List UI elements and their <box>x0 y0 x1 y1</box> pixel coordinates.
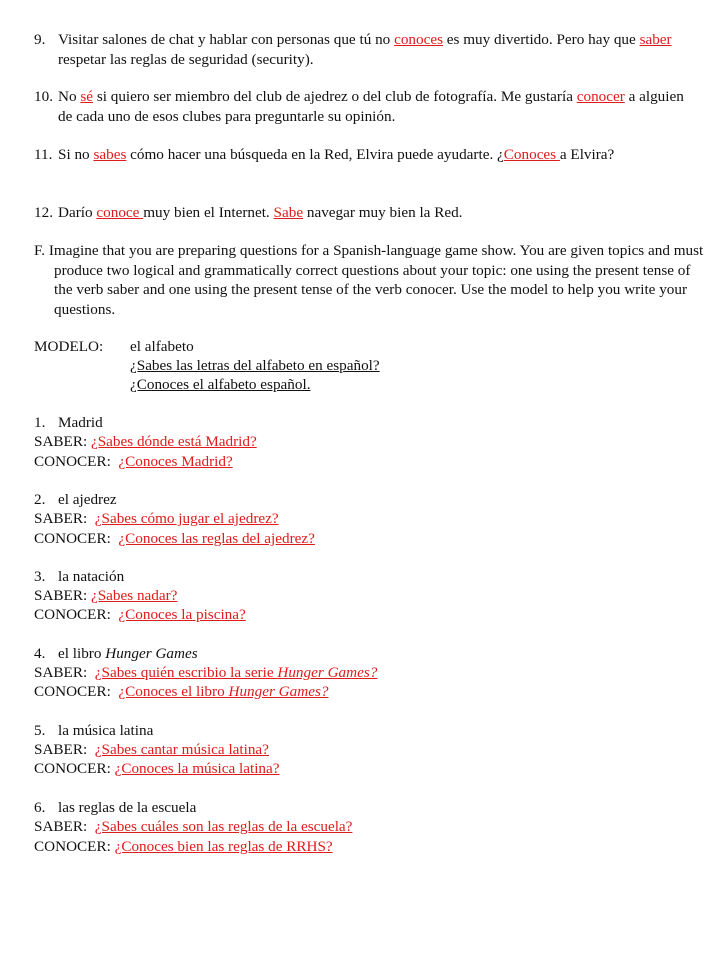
saber-label: SABER: <box>34 510 88 527</box>
item-text: Si no <box>58 146 94 163</box>
topic-item-3 <box>34 567 124 587</box>
conocer-row-1 <box>34 452 233 472</box>
item-text: a alguien de cada uno de esos clubes para preguntarle su opinión. <box>58 88 684 125</box>
conocer-row-2 <box>34 529 315 549</box>
modelo-label: MODELO: <box>34 338 104 355</box>
topic-item-1 <box>34 413 103 433</box>
answer-text: sabes <box>93 146 127 163</box>
item-number: 3. <box>34 568 46 585</box>
answer-text: Conoces <box>503 146 560 163</box>
item-number: 11. <box>34 146 53 163</box>
item-text: respetar las reglas de seguridad (security). <box>58 50 314 68</box>
answer-text: ¿Sabes quién escribio la serie <box>94 664 278 681</box>
saber-answer <box>95 664 378 681</box>
topic-text: la natación <box>58 568 125 585</box>
topic-item-4 <box>34 644 198 664</box>
saber-answer: ¿Sabes cómo jugar el ajedrez? <box>94 510 279 527</box>
saber-label: SABER: <box>34 741 88 758</box>
conocer-label: CONOCER: <box>34 760 111 777</box>
topic-text: el ajedrez <box>58 491 117 508</box>
item-number: 4. <box>34 645 46 662</box>
item-text: No <box>58 88 81 105</box>
conocer-answer: ¿Conoces Madrid? <box>118 453 233 470</box>
topic-text: el libro <box>58 645 106 662</box>
item-number: 2. <box>34 491 46 508</box>
answer-text: saber <box>639 31 672 48</box>
saber-label: SABER: <box>34 664 88 681</box>
conocer-label: CONOCER: <box>34 683 111 700</box>
topic-item-2 <box>34 490 117 510</box>
item-text: es muy divertido. Pero hay que <box>443 31 640 48</box>
conocer-row-4 <box>34 682 328 702</box>
saber-row-4 <box>34 663 377 683</box>
modelo-question-saber: ¿Sabes las letras del alfabeto en español? <box>130 357 380 374</box>
modelo-question-conocer: ¿Conoces el alfabeto español. <box>130 376 311 393</box>
item-number: 9. <box>34 31 46 48</box>
topic-text: las reglas de la escuela <box>58 799 197 816</box>
conocer-answer: ¿Conoces la música latina? <box>114 760 280 777</box>
conocer-row-3 <box>34 605 246 625</box>
item-number: 6. <box>34 799 46 816</box>
conocer-label: CONOCER: <box>34 838 111 855</box>
conocer-label: CONOCER: <box>34 453 111 470</box>
answer-text: ¿Conoces el libro <box>118 683 229 700</box>
conocer-label: CONOCER: <box>34 606 111 623</box>
saber-label: SABER: <box>34 818 88 835</box>
answer-title: Hunger Games? <box>277 664 378 681</box>
exercise-item-12 <box>34 203 694 223</box>
topic-item-6 <box>34 798 196 818</box>
saber-row-1 <box>34 432 257 452</box>
exercise-item-10 <box>34 87 694 126</box>
saber-row-3 <box>34 586 177 606</box>
saber-row-6 <box>34 817 352 837</box>
conocer-row-6 <box>34 837 333 857</box>
answer-text: conocer <box>576 88 625 105</box>
saber-label: SABER: <box>34 433 88 450</box>
answer-text: sé <box>80 88 94 105</box>
item-number: 1. <box>34 414 46 431</box>
exercise-item-11 <box>34 145 694 165</box>
conocer-answer: ¿Conoces bien las reglas de RRHS? <box>114 838 333 855</box>
conocer-answer <box>118 683 328 700</box>
conocer-answer: ¿Conoces las reglas del ajedrez? <box>118 530 315 547</box>
item-number: 12. <box>34 204 53 221</box>
saber-label: SABER: <box>34 587 88 604</box>
topic-item-5 <box>34 721 153 741</box>
saber-answer: ¿Sabes dónde está Madrid? <box>90 433 257 450</box>
topic-text: Madrid <box>58 414 103 431</box>
item-text: Darío <box>58 204 97 221</box>
saber-answer: ¿Sabes cantar música latina? <box>94 741 269 758</box>
item-text: muy bien el Internet. <box>143 204 274 221</box>
saber-row-5 <box>34 740 269 760</box>
conocer-answer: ¿Conoces la piscina? <box>118 606 246 623</box>
item-text: a Elvira? <box>559 146 615 163</box>
saber-answer: ¿Sabes cuáles son las reglas de la escuela? <box>94 818 353 835</box>
exercise-item-9 <box>34 30 694 69</box>
item-text: cómo hacer una búsqueda en la Red, Elvira puede ayudarte. ¿ <box>126 146 504 163</box>
saber-answer: ¿Sabes nadar? <box>90 587 178 604</box>
conocer-label: CONOCER: <box>34 530 111 547</box>
modelo-topic: el alfabeto <box>130 338 194 355</box>
answer-title: Hunger Games? <box>228 683 329 700</box>
conocer-row-5 <box>34 759 279 779</box>
item-text: si quiero ser miembro del club de ajedrez o del club de fotografía. Me gustaría <box>93 88 577 105</box>
topic-title: Hunger Games <box>105 645 198 662</box>
answer-text: conoce <box>96 204 144 221</box>
topic-text: la música latina <box>58 722 154 739</box>
part-f-instructions: F. Imagine that you are preparing questions for a Spanish-language game show. You are given topics and must produce two logical and grammatically correct questions about your topic: one using the present tense of the verb saber and one using the present tense of the verb conocer. Use the model to help you write your questions. <box>34 242 704 318</box>
saber-row-2 <box>34 509 279 529</box>
item-text: navegar muy bien la Red. <box>303 204 463 221</box>
item-number: 10. <box>34 88 53 105</box>
answer-text: conoces <box>394 31 443 48</box>
item-number: 5. <box>34 722 46 739</box>
answer-text: Sabe <box>273 204 304 221</box>
item-text: Visitar salones de chat y hablar con personas que tú no <box>58 31 395 48</box>
